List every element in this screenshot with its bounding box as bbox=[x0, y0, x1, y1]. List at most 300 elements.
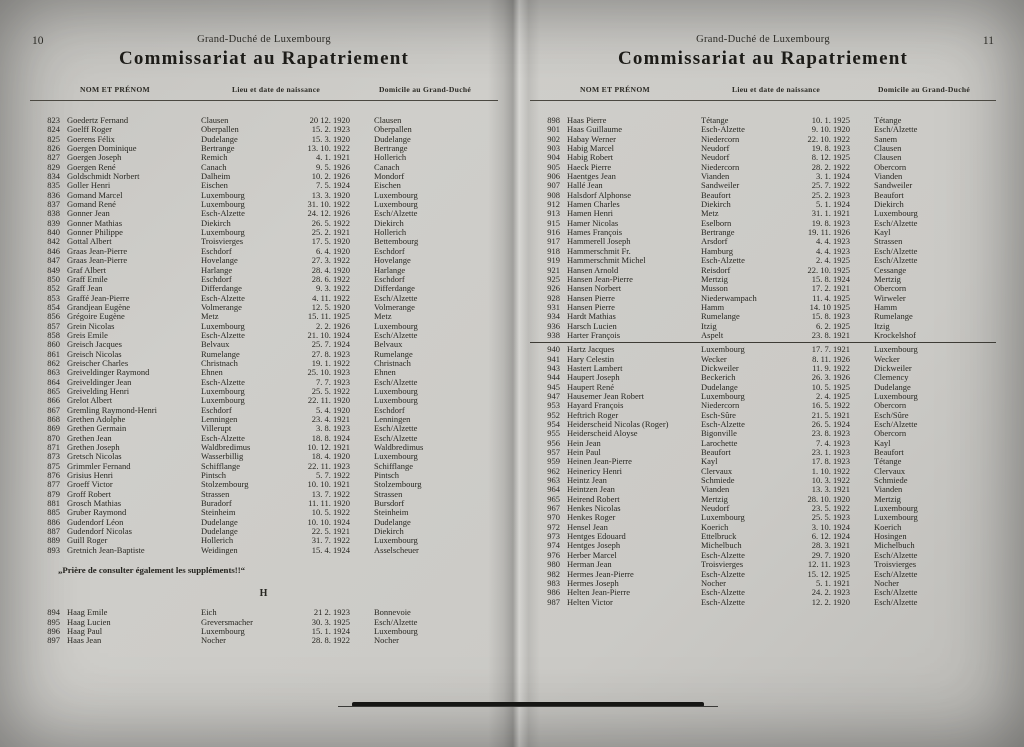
cell-domicile: Luxembourg bbox=[374, 386, 418, 396]
cell-birthdate: 21. 5. 1921 bbox=[811, 410, 850, 420]
cell-name: Groff Robert bbox=[67, 489, 111, 499]
cell-birthdate: 25. 5. 1922 bbox=[311, 386, 350, 396]
cell-domicile: Wecker bbox=[874, 354, 900, 364]
cell-name: Hansen Norbert bbox=[567, 284, 622, 294]
cell-birthdate: 15. 4. 1924 bbox=[311, 545, 350, 555]
cell-birthdate: 19. 8. 1923 bbox=[811, 144, 850, 154]
cell-number: 898 bbox=[547, 116, 560, 125]
table-row bbox=[30, 378, 498, 387]
table-row bbox=[530, 560, 996, 569]
cell-domicile: Schmiede bbox=[874, 476, 908, 486]
cell-birthplace: Musson bbox=[701, 284, 728, 294]
supplements-note: „Prière de consulter également les suppléments!!“ bbox=[58, 565, 246, 576]
cell-domicile: Ehnen bbox=[374, 368, 396, 378]
cell-birthdate: 10. 10. 1921 bbox=[307, 480, 350, 490]
cell-birthdate: 23. 1. 1923 bbox=[811, 448, 850, 458]
cell-number: 894 bbox=[47, 608, 60, 618]
cell-number: 973 bbox=[547, 532, 560, 542]
cell-domicile: Troisvierges bbox=[874, 560, 917, 570]
cell-domicile: Esch/Sûre bbox=[874, 410, 909, 420]
cell-domicile: Eschdorf bbox=[374, 405, 405, 415]
cell-domicile: Nocher bbox=[374, 636, 400, 646]
cell-number: 921 bbox=[547, 265, 560, 275]
cell-name: Heiderscheid Nicolas (Roger) bbox=[567, 420, 669, 429]
cell-domicile: Obercorn bbox=[874, 401, 907, 411]
cell-birthdate: 7. 5. 1924 bbox=[316, 181, 350, 191]
cell-number: 902 bbox=[547, 134, 560, 144]
cell-birthplace: Luxembourg bbox=[701, 345, 745, 355]
cell-birthplace: Clausen bbox=[201, 116, 229, 125]
cell-name: Graas Jean-Pierre bbox=[67, 246, 128, 256]
cell-name: Goerens Félix bbox=[67, 134, 115, 144]
table-row bbox=[30, 247, 498, 256]
cell-birthplace: Wasserbillig bbox=[201, 452, 244, 462]
cell-number: 919 bbox=[547, 256, 560, 266]
cell-birthdate: 28. 6. 1922 bbox=[311, 274, 350, 284]
table-row bbox=[530, 312, 996, 321]
cell-birthdate: 27. 3. 1922 bbox=[311, 256, 350, 266]
cell-domicile: Dickweiler bbox=[874, 363, 912, 373]
cell-domicile: Itzig bbox=[874, 321, 890, 331]
cell-birthplace: Reisdorf bbox=[701, 265, 731, 275]
cell-name: Goergen Joseph bbox=[67, 153, 122, 163]
cell-number: 871 bbox=[47, 443, 60, 453]
cell-birthdate: 15. 8. 1923 bbox=[811, 312, 850, 322]
cell-birthdate: 10. 3. 1922 bbox=[811, 476, 850, 486]
cell-number: 918 bbox=[547, 246, 560, 256]
cell-domicile: Lenningen bbox=[374, 415, 411, 424]
table-row bbox=[530, 401, 996, 410]
cell-birthplace: Diekirch bbox=[201, 218, 231, 228]
cell-name: Goergen René bbox=[67, 162, 116, 172]
cell-birthplace: Dickweiler bbox=[701, 363, 739, 373]
cell-number: 896 bbox=[47, 626, 60, 636]
cell-name: Hansen Pierre bbox=[567, 302, 615, 312]
table-row bbox=[30, 303, 498, 312]
cell-name: Heinen Jean-Pierre bbox=[567, 457, 632, 467]
cell-domicile: Kayl bbox=[874, 228, 891, 238]
cell-birthplace: Dudelange bbox=[201, 527, 238, 537]
cell-birthplace: Volmerange bbox=[201, 302, 242, 312]
cell-name: Greiveldinger Raymond bbox=[67, 368, 150, 378]
cell-name: Heinericy Henri bbox=[567, 466, 622, 476]
table-row bbox=[30, 209, 498, 218]
cell-birthdate: 6. 4. 1920 bbox=[316, 246, 350, 256]
cell-name: Hansen Pierre bbox=[567, 293, 615, 303]
cell-birthplace: Bertrange bbox=[701, 228, 735, 238]
table-row bbox=[530, 125, 996, 134]
cell-number: 944 bbox=[547, 373, 560, 383]
cell-name: Goergen Dominique bbox=[67, 144, 137, 154]
table-row bbox=[530, 172, 996, 181]
cell-number: 881 bbox=[47, 499, 60, 509]
cell-number: 962 bbox=[547, 466, 560, 476]
cell-number: 842 bbox=[47, 237, 60, 247]
cell-name: Haas Guillaume bbox=[567, 125, 622, 135]
cell-name: Henkes Nicolas bbox=[567, 504, 621, 514]
cell-name: Hensel Jean bbox=[567, 522, 608, 532]
cell-birthdate: 23. 4. 1921 bbox=[311, 415, 350, 424]
cell-number: 827 bbox=[47, 153, 60, 163]
table-row bbox=[30, 172, 498, 181]
table-row bbox=[30, 443, 498, 452]
table-row bbox=[30, 480, 498, 489]
cell-birthdate: 28. 4. 1920 bbox=[311, 265, 350, 275]
table-row bbox=[30, 340, 498, 349]
table-row bbox=[530, 153, 996, 162]
cell-domicile: Schifflange bbox=[374, 461, 414, 471]
cell-birthplace: Canach bbox=[201, 162, 227, 172]
table-row bbox=[530, 570, 996, 579]
cell-number: 864 bbox=[47, 377, 60, 387]
cell-birthplace: Esch-Alzette bbox=[201, 293, 245, 303]
cell-number: 980 bbox=[547, 560, 560, 570]
cell-birthdate: 10. 10. 1924 bbox=[307, 517, 350, 527]
table-row bbox=[530, 163, 996, 172]
cell-name: Grimmler Fernand bbox=[67, 461, 131, 471]
cell-number: 839 bbox=[47, 218, 60, 228]
table-row bbox=[530, 411, 996, 420]
cell-domicile: Rumelange bbox=[874, 312, 913, 322]
cell-domicile: Esch/Alzette bbox=[874, 125, 918, 135]
cell-birthplace: Troisvierges bbox=[701, 560, 744, 570]
table-row bbox=[530, 541, 996, 550]
cell-birthdate: 10. 5. 1922 bbox=[311, 508, 350, 518]
cell-birthdate: 1. 10. 1922 bbox=[811, 466, 850, 476]
cell-birthplace: Esch-Alzette bbox=[701, 597, 745, 607]
table-row bbox=[530, 467, 996, 476]
table-row bbox=[530, 135, 996, 144]
cell-number: 877 bbox=[47, 480, 60, 490]
cell-name: Grethen Adolphe bbox=[67, 415, 126, 424]
cell-birthdate: 25. 7. 1924 bbox=[311, 340, 350, 350]
cell-name: Haas Jean bbox=[67, 636, 102, 646]
table-row bbox=[30, 144, 498, 153]
cell-birthdate: 28. 10. 1920 bbox=[807, 494, 850, 504]
cell-birthplace: Greversmacher bbox=[201, 617, 253, 627]
cell-birthdate: 18. 4. 1920 bbox=[311, 452, 350, 462]
cell-number: 857 bbox=[47, 321, 60, 331]
cell-domicile: Esch/Alzette bbox=[874, 256, 918, 266]
cell-number: 838 bbox=[47, 209, 60, 219]
cell-number: 862 bbox=[47, 358, 60, 368]
cell-number: 854 bbox=[47, 302, 60, 312]
cell-birthplace: Luxembourg bbox=[201, 396, 245, 406]
cell-birthdate: 26. 5. 1924 bbox=[811, 420, 850, 429]
cell-number: 913 bbox=[547, 209, 560, 219]
table-row bbox=[530, 588, 996, 597]
cell-number: 983 bbox=[547, 578, 560, 588]
table-row bbox=[30, 396, 498, 405]
cell-birthdate: 10. 2. 1926 bbox=[311, 172, 350, 182]
cell-number: 905 bbox=[547, 162, 560, 172]
cell-name: Hammerschmit Michel bbox=[567, 256, 646, 266]
cell-number: 840 bbox=[47, 228, 60, 238]
cell-domicile: Esch/Alzette bbox=[874, 246, 918, 256]
cell-birthdate: 25. 7. 1922 bbox=[811, 181, 850, 191]
cell-birthdate: 24. 2. 1923 bbox=[811, 588, 850, 598]
cell-name: Herman Jean bbox=[567, 560, 612, 570]
cell-birthplace: Diekirch bbox=[701, 200, 731, 210]
cell-birthplace: Arsdorf bbox=[701, 237, 728, 247]
cell-birthplace: Dalheim bbox=[201, 172, 231, 182]
cell-birthdate: 12. 2. 1920 bbox=[811, 597, 850, 607]
cell-name: Henkes Roger bbox=[567, 513, 616, 523]
cell-domicile: Oberpallen bbox=[374, 125, 412, 135]
cell-name: Graf Albert bbox=[67, 265, 106, 275]
cell-birthplace: Oberpallen bbox=[201, 125, 239, 135]
cell-birthplace: Troisvierges bbox=[201, 237, 244, 247]
cell-birthplace: Neudorf bbox=[701, 504, 730, 514]
cell-birthplace: Luxembourg bbox=[701, 513, 745, 523]
cell-domicile: Hollerich bbox=[374, 228, 407, 238]
cell-domicile: Steinheim bbox=[374, 508, 409, 518]
table-row bbox=[530, 579, 996, 588]
cell-name: Grosch Mathias bbox=[67, 499, 122, 509]
table-row bbox=[30, 387, 498, 396]
cell-number: 926 bbox=[547, 284, 560, 294]
cell-number: 934 bbox=[547, 312, 560, 322]
cell-name: Haeck Pierre bbox=[567, 162, 612, 172]
table-row bbox=[530, 392, 996, 401]
cell-domicile: Esch/Alzette bbox=[374, 433, 418, 443]
cell-name: Harsch Lucien bbox=[567, 321, 617, 331]
table-row bbox=[30, 536, 498, 545]
cell-birthplace: Beckerich bbox=[701, 373, 736, 383]
cell-domicile: Luxembourg bbox=[374, 321, 418, 331]
table-row bbox=[30, 331, 498, 340]
column-header-domicile: Domicile au Grand-Duché bbox=[378, 85, 472, 94]
cell-birthdate: 7. 7. 1923 bbox=[316, 377, 350, 387]
cell-birthplace: Eischen bbox=[201, 181, 228, 191]
cell-number: 863 bbox=[47, 368, 60, 378]
table-row bbox=[530, 345, 996, 354]
section-letter-h: H bbox=[259, 588, 269, 600]
cell-birthdate: 17. 5. 1920 bbox=[311, 237, 350, 247]
table-row bbox=[530, 228, 996, 237]
cell-birthdate: 11. 4. 1925 bbox=[812, 293, 850, 303]
cell-birthplace: Ettelbruck bbox=[701, 532, 737, 542]
table-row bbox=[530, 439, 996, 448]
cell-domicile: Sandweiler bbox=[874, 181, 913, 191]
cell-number: 823 bbox=[47, 116, 60, 125]
cell-name: Hamen Henri bbox=[567, 209, 614, 219]
cell-birthdate: 11. 11. 1920 bbox=[308, 499, 350, 509]
table-row bbox=[530, 551, 996, 560]
cell-number: 967 bbox=[547, 504, 560, 514]
table-row bbox=[530, 294, 996, 303]
cell-birthdate: 2. 2. 1926 bbox=[316, 321, 350, 331]
cell-number: 925 bbox=[547, 274, 560, 284]
cell-birthplace: Esch-Alzette bbox=[701, 256, 745, 266]
cell-name: Gretsch Nicolas bbox=[67, 452, 122, 462]
cell-birthplace: Metz bbox=[201, 312, 219, 322]
cell-number: 849 bbox=[47, 265, 60, 275]
table-row bbox=[530, 191, 996, 200]
cell-name: Habay Werner bbox=[567, 134, 616, 144]
cell-birthdate: 15. 2. 1923 bbox=[311, 125, 350, 135]
cell-birthplace: Hollerich bbox=[201, 536, 234, 546]
cell-number: 940 bbox=[547, 345, 560, 355]
cell-name: Grethen Germain bbox=[67, 424, 127, 434]
cell-domicile: Harlange bbox=[374, 265, 406, 275]
cell-birthplace: Itzig bbox=[701, 321, 717, 331]
cell-birthplace: Schmiede bbox=[701, 476, 735, 486]
cell-name: Heiderscheid Aloyse bbox=[567, 429, 638, 439]
cell-name: Hausemer Jean Robert bbox=[567, 391, 644, 401]
cell-birthplace: Mertzig bbox=[701, 274, 728, 284]
cell-name: Helten Jean-Pierre bbox=[567, 588, 631, 598]
page-right bbox=[530, 34, 996, 607]
cell-name: Hermes Joseph bbox=[567, 578, 619, 588]
cell-domicile: Esch/Alzette bbox=[874, 420, 918, 429]
cell-number: 836 bbox=[47, 190, 60, 200]
cell-domicile: Dudelange bbox=[874, 382, 911, 392]
cell-name: Gudendorf Léon bbox=[67, 517, 124, 527]
cell-birthdate: 24. 12. 1926 bbox=[307, 209, 350, 219]
table-row bbox=[30, 284, 498, 293]
cell-birthdate: 6. 2. 1925 bbox=[816, 321, 850, 331]
cell-name: Gonner Philippe bbox=[67, 228, 123, 238]
cell-birthplace: Eschdorf bbox=[201, 274, 232, 284]
cell-name: Greisch Nicolas bbox=[67, 349, 122, 359]
table-row bbox=[530, 116, 996, 125]
table-row bbox=[30, 322, 498, 331]
cell-name: Guill Roger bbox=[67, 536, 108, 546]
cell-birthdate: 15. 3. 1920 bbox=[311, 134, 350, 144]
cell-domicile: Strassen bbox=[874, 237, 903, 247]
cell-domicile: Dudelange bbox=[374, 517, 411, 527]
cell-number: 856 bbox=[47, 312, 60, 322]
cell-birthplace: Hamm bbox=[701, 302, 725, 312]
cell-name: Gudendorf Nicolas bbox=[67, 527, 132, 537]
cell-number: 873 bbox=[47, 452, 60, 462]
table-row bbox=[30, 527, 498, 536]
cell-birthplace: Esch-Alzette bbox=[201, 377, 245, 387]
cell-domicile: Mondorf bbox=[374, 172, 405, 182]
cell-number: 947 bbox=[547, 391, 560, 401]
cell-number: 957 bbox=[547, 448, 560, 458]
cell-number: 916 bbox=[547, 228, 560, 238]
cell-domicile: Esch/Alzette bbox=[374, 424, 418, 434]
cell-name: Hentges Edouard bbox=[567, 532, 626, 542]
cell-birthplace: Neudorf bbox=[701, 144, 730, 154]
cell-domicile: Esch/Alzette bbox=[374, 209, 418, 219]
cell-domicile: Esch/Alzette bbox=[874, 588, 918, 598]
cell-name: Goelff Roger bbox=[67, 125, 112, 135]
cell-domicile: Diekirch bbox=[874, 200, 904, 210]
cell-birthdate: 9. 3. 1922 bbox=[316, 284, 350, 294]
cell-birthplace: Eich bbox=[201, 608, 217, 618]
cell-birthdate: 15. 11. 1925 bbox=[307, 312, 350, 322]
cell-birthplace: Esch-Alzette bbox=[701, 588, 745, 598]
cell-birthplace: Waldbredimus bbox=[201, 443, 251, 453]
cell-birthplace: Beaufort bbox=[701, 448, 731, 458]
table-row bbox=[30, 368, 498, 377]
table-row bbox=[30, 490, 498, 499]
cell-number: 826 bbox=[47, 144, 60, 154]
cell-birthplace: Luxembourg bbox=[201, 321, 245, 331]
cell-name: Haag Emile bbox=[67, 608, 108, 618]
cell-number: 953 bbox=[547, 401, 560, 411]
cell-name: Gomand René bbox=[67, 200, 116, 210]
cell-number: 986 bbox=[547, 588, 560, 598]
cell-birthdate: 22. 11. 1923 bbox=[307, 461, 350, 471]
table-row bbox=[30, 237, 498, 246]
cell-birthplace: Strassen bbox=[201, 489, 230, 499]
table-row bbox=[30, 350, 498, 359]
cell-domicile: Luxembourg bbox=[874, 391, 918, 401]
cell-birthplace: Vianden bbox=[701, 172, 730, 182]
cell-birthplace: Kayl bbox=[701, 457, 718, 467]
cell-birthdate: 28. 8. 1922 bbox=[311, 636, 350, 646]
column-headers-right bbox=[530, 85, 996, 101]
table-row bbox=[530, 485, 996, 494]
cell-birthdate: 13. 3. 1920 bbox=[311, 190, 350, 200]
cell-name: Helten Victor bbox=[567, 597, 613, 607]
table-row bbox=[30, 627, 498, 636]
table-row bbox=[530, 181, 996, 190]
cell-name: Hansen Arnold bbox=[567, 265, 619, 275]
cell-domicile: Esch/Alzette bbox=[874, 569, 918, 579]
cell-name: Gonner Mathias bbox=[67, 218, 123, 228]
cell-domicile: Waldbredimus bbox=[374, 443, 424, 453]
cell-domicile: Beaufort bbox=[874, 190, 904, 200]
cell-birthdate: 4. 4. 1923 bbox=[816, 246, 850, 256]
cell-domicile: Koerich bbox=[874, 522, 902, 532]
cell-birthplace: Steinheim bbox=[201, 508, 236, 518]
cell-domicile: Obercorn bbox=[874, 284, 907, 294]
cell-birthdate: 26. 5. 1922 bbox=[311, 218, 350, 228]
cell-birthplace: Luxembourg bbox=[701, 391, 745, 401]
cell-domicile: Luxembourg bbox=[374, 536, 418, 546]
table-row bbox=[30, 462, 498, 471]
cell-domicile: Wirweler bbox=[874, 293, 906, 303]
cell-birthplace: Luxembourg bbox=[201, 386, 245, 396]
cell-number: 938 bbox=[547, 330, 560, 340]
cell-number: 955 bbox=[547, 429, 560, 439]
cell-birthdate: 19. 1. 1922 bbox=[311, 358, 350, 368]
cell-domicile: Eschdorf bbox=[374, 274, 405, 284]
cell-number: 876 bbox=[47, 471, 60, 481]
cell-birthplace: Hamburg bbox=[701, 246, 733, 256]
cell-domicile: Luxembourg bbox=[374, 452, 418, 462]
cell-name: Grelot Albert bbox=[67, 396, 113, 406]
cell-number: 895 bbox=[47, 617, 60, 627]
cell-number: 846 bbox=[47, 246, 60, 256]
cell-name: Hansen Jean-Pierre bbox=[567, 274, 633, 284]
cell-name: Greischer Charles bbox=[67, 358, 129, 368]
cell-birthdate: 9. 5. 1926 bbox=[316, 162, 350, 172]
cell-name: Greivelding Henri bbox=[67, 386, 130, 396]
cell-domicile: Luxembourg bbox=[374, 396, 418, 406]
cell-birthdate: 15. 1. 1924 bbox=[311, 626, 350, 636]
table-row bbox=[30, 636, 498, 645]
cell-birthplace: Eschdorf bbox=[201, 405, 232, 415]
cell-domicile: Vianden bbox=[874, 485, 903, 495]
cell-name: Graff Emile bbox=[67, 274, 108, 284]
cell-birthdate: 4. 4. 1923 bbox=[816, 237, 850, 247]
cell-birthplace: Nocher bbox=[701, 578, 727, 588]
cell-domicile: Vianden bbox=[874, 172, 903, 182]
cell-birthplace: Villerupt bbox=[201, 424, 232, 434]
table-row bbox=[30, 434, 498, 443]
cell-name: Greiveldinger Jean bbox=[67, 377, 132, 387]
cell-domicile: Pintsch bbox=[374, 471, 400, 481]
cell-birthdate: 3. 8. 1923 bbox=[316, 424, 350, 434]
cell-birthdate: 27. 8. 1923 bbox=[311, 349, 350, 359]
cell-birthdate: 10. 5. 1925 bbox=[811, 382, 850, 392]
